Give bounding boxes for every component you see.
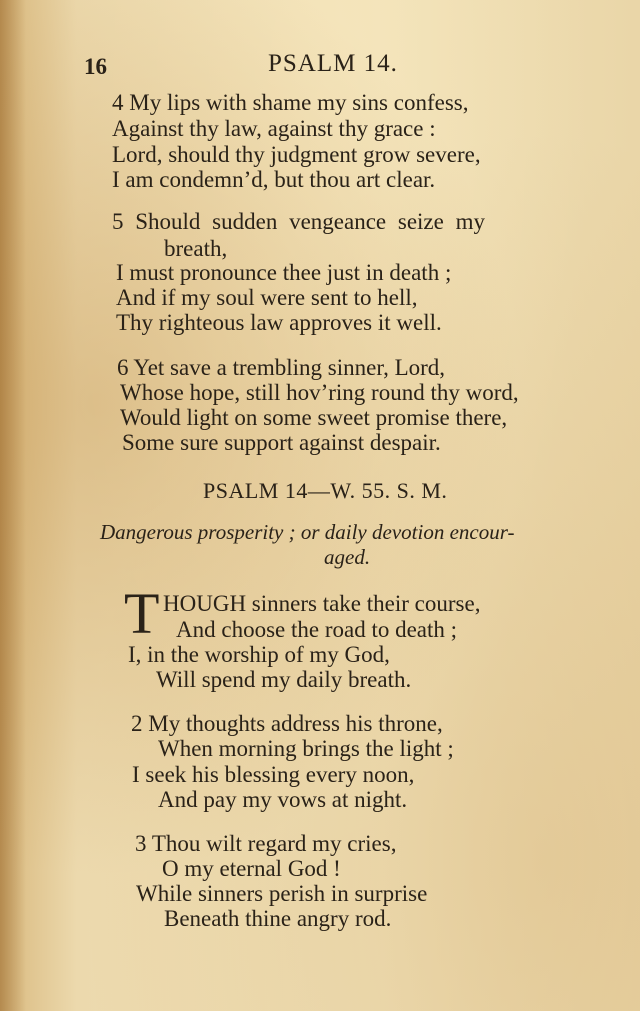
- verse-line: Some sure support against despair.: [122, 430, 441, 455]
- verse-line: Lord, should thy judgment grow severe,: [112, 142, 481, 167]
- page-edge-stain: [0, 0, 26, 1011]
- verse-line: And choose the road to death ;: [176, 617, 458, 642]
- psalm-title: PSALM 14—W. 55. S. M.: [203, 478, 448, 503]
- verse-line: And if my soul were sent to hell,: [116, 285, 418, 310]
- verse-line: Would light on some sweet promise there,: [120, 405, 508, 430]
- verse-line: 4 My lips with shame my sins confess,: [112, 90, 469, 115]
- verse-line: Whose hope, still hov’ring round thy word,: [120, 380, 519, 405]
- verse-line: And pay my vows at night.: [158, 787, 408, 812]
- verse-line: O my eternal God !: [162, 856, 341, 881]
- verse-line: Will spend my daily breath.: [156, 667, 412, 692]
- verse-line: Against thy law, against thy grace :: [112, 116, 436, 141]
- verse-line: 6 Yet save a trembling sinner, Lord,: [117, 355, 446, 380]
- drop-cap: T: [124, 581, 160, 646]
- psalm-subtitle-continued: aged.: [324, 545, 371, 569]
- page-number: 16: [84, 54, 107, 79]
- verse-line: When morning brings the light ;: [158, 736, 454, 761]
- verse-line: Beneath thine angry rod.: [164, 906, 392, 931]
- verse-line: I, in the worship of my God,: [128, 642, 390, 667]
- verse-line: 3 Thou wilt regard my cries,: [135, 831, 397, 856]
- verse-line: I am condemn’d, but thou art clear.: [112, 167, 436, 192]
- verse-line: 5 Should sudden vengeance seize my: [112, 209, 485, 234]
- verse-line: HOUGH sinners take their course,: [163, 591, 481, 616]
- verse-line: 2 My thoughts address his throne,: [131, 711, 443, 736]
- verse-line: I seek his blessing every noon,: [132, 762, 415, 787]
- running-title: PSALM 14.: [268, 50, 398, 77]
- verse-line: I must pronounce thee just in death ;: [116, 260, 452, 285]
- verse-line: Thy righteous law approves it well.: [116, 310, 442, 335]
- psalm-subtitle: Dangerous prosperity ; or daily devotion encour-: [100, 520, 515, 544]
- verse-line: While sinners perish in surprise: [136, 881, 428, 906]
- verse-line: breath,: [164, 236, 228, 261]
